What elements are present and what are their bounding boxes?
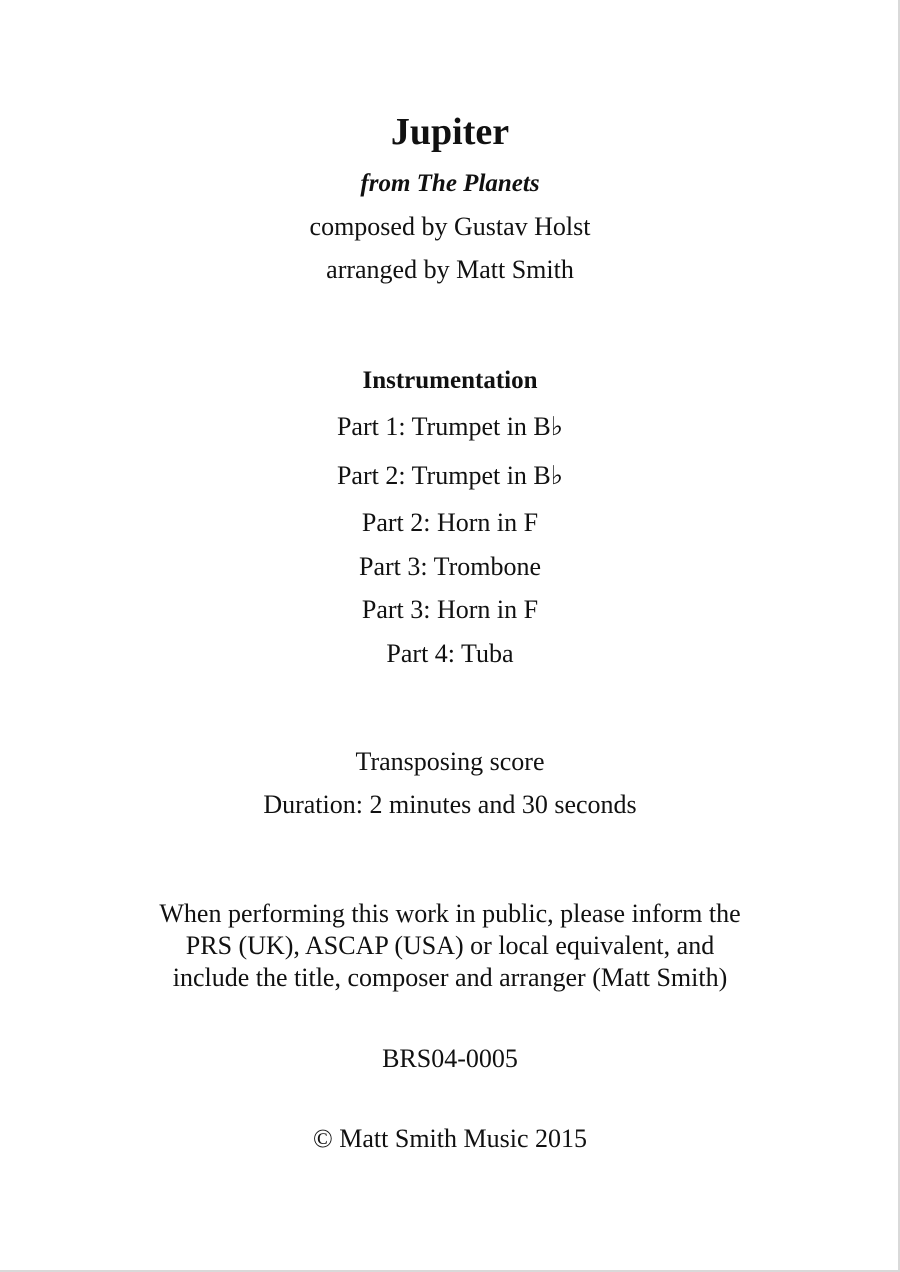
part-item: Part 2: Trumpet in B♭ — [336, 461, 564, 490]
piece-subtitle: from The Planets — [360, 170, 540, 197]
instrumentation-heading: Instrumentation — [362, 367, 538, 394]
composer-credit: composed by Gustav Holst — [309, 212, 591, 241]
part-item: Part 3: Horn in F — [361, 595, 539, 624]
part-item: Part 1: Trumpet in B♭ — [336, 412, 564, 441]
notice-line: include the title, composer and arranger (Matt Smith) — [172, 963, 728, 992]
arranger-credit: arranged by Matt Smith — [326, 255, 574, 284]
score-type: Transposing score — [355, 747, 545, 776]
part-item: Part 2: Horn in F — [361, 508, 539, 537]
catalog-code: BRS04-0005 — [382, 1044, 518, 1073]
performance-notice — [0, 898, 900, 994]
piece-title: Jupiter — [390, 111, 510, 153]
copyright-notice: © Matt Smith Music 2015 — [313, 1124, 587, 1153]
part-item: Part 3: Trombone — [358, 552, 542, 581]
notice-line: When performing this work in public, please inform the — [159, 899, 741, 928]
duration-text: Duration: 2 minutes and 30 seconds — [263, 790, 637, 819]
notice-line: PRS (UK), ASCAP (USA) or local equivalent, and — [185, 931, 715, 960]
part-item: Part 4: Tuba — [386, 639, 514, 668]
